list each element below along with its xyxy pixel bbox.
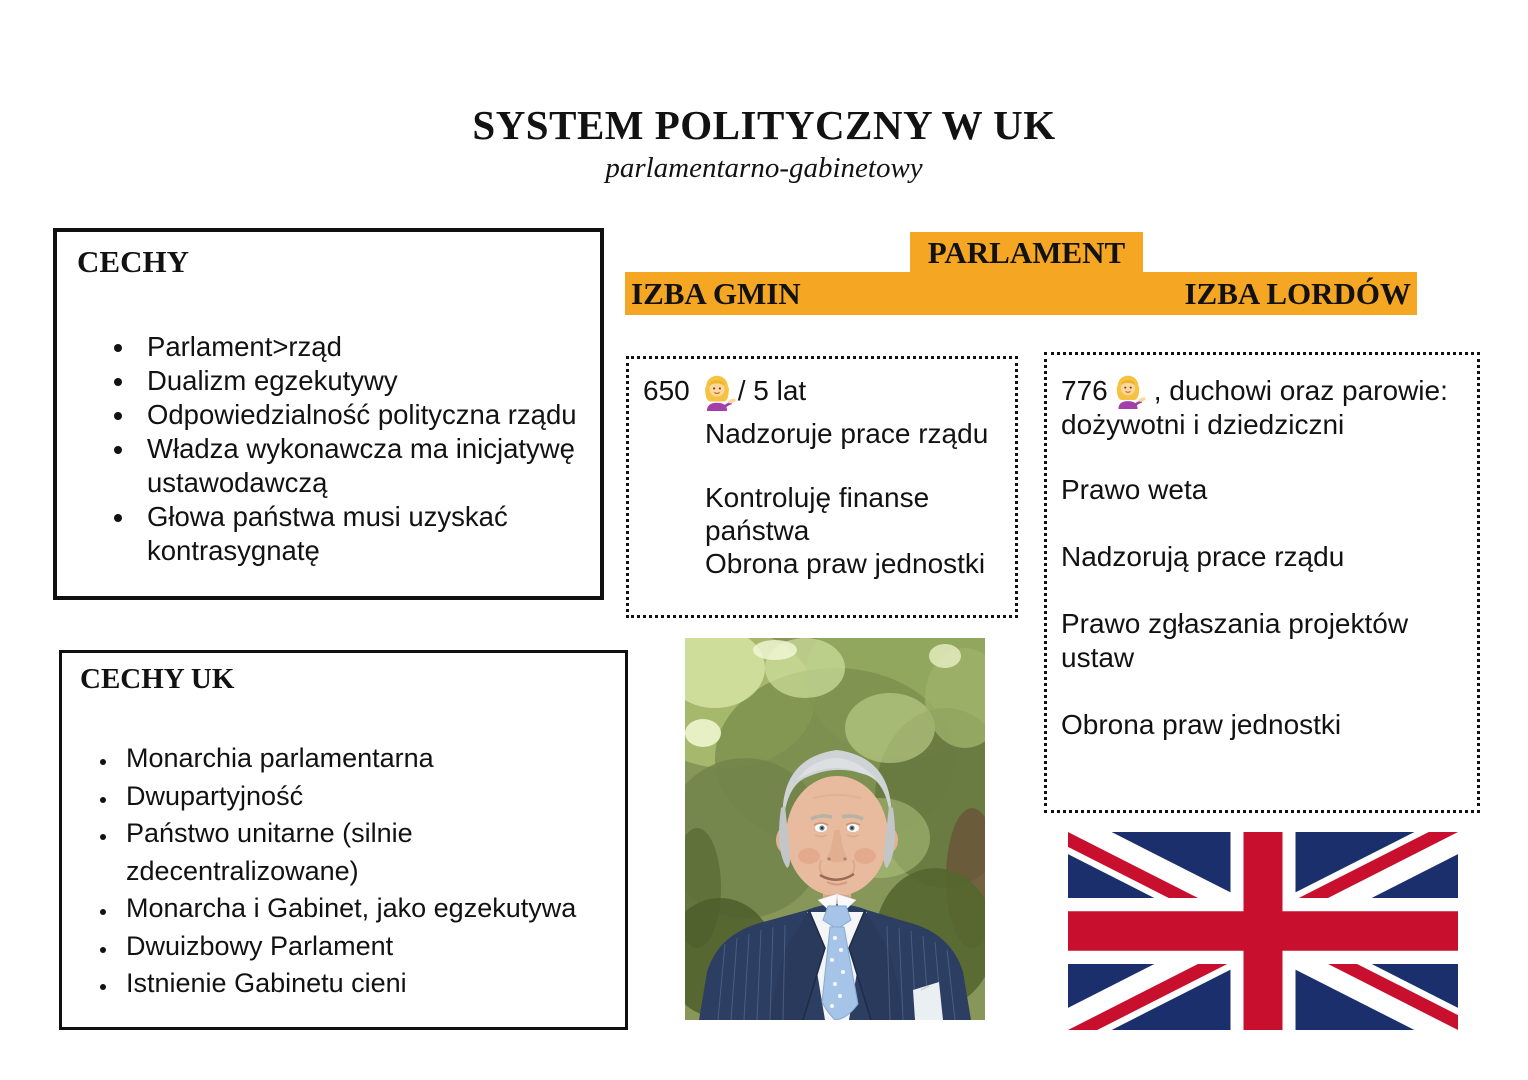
- page-subtitle: parlamentarno-gabinetowy: [605, 152, 923, 184]
- king-portrait-illustration: [685, 638, 985, 1020]
- parlament-header: PARLAMENT: [910, 232, 1143, 273]
- union-jack-illustration: [1068, 832, 1458, 1030]
- list-item: • Głowa państwa musi uzyskać kontrasygnatę: [137, 500, 580, 568]
- lordow-point: Prawo weta: [1061, 474, 1208, 505]
- izba-gmin-label: IZBA GMIN: [631, 275, 801, 311]
- lordow-members-desc: , duchowi oraz parowie: dożywotni i dziedziczni: [1061, 375, 1448, 440]
- cechy-box: [53, 228, 604, 600]
- list-item: • Dwupartyjność: [118, 778, 607, 816]
- cechy-uk-list: [80, 740, 607, 1003]
- lordow-members-count: 776: [1061, 375, 1108, 406]
- uk-flag: [1068, 832, 1458, 1030]
- gmin-term: / 5 lat: [737, 374, 807, 406]
- chambers-band: [625, 272, 1417, 315]
- cechy-heading: CECHY: [77, 244, 189, 279]
- lordow-point: Nadzorują prace rządu: [1061, 541, 1345, 572]
- king-charles-photo: [685, 638, 985, 1020]
- page-title: SYSTEM POLITYCZNY W UK: [472, 102, 1056, 148]
- list-item: • Państwo unitarne (silnie zdecentralizowane): [118, 815, 607, 890]
- list-item: • Odpowiedzialność polityczna rządu: [137, 398, 580, 432]
- gmin-point: Kontroluję finanse państwa: [705, 482, 930, 546]
- list-item: • Istnienie Gabinetu cieni: [118, 965, 607, 1003]
- cechy-list: [77, 330, 580, 568]
- lordow-members-line: [1061, 371, 1465, 442]
- cechy-uk-box: [59, 650, 628, 1030]
- lordow-point: Obrona praw jednostki: [1061, 709, 1342, 740]
- list-item: • Władza wykonawcza ma inicjatywę ustawodawczą: [137, 432, 580, 500]
- gmin-point: Nadzoruje prace rządu: [705, 418, 989, 449]
- list-item: • Monarcha i Gabinet, jako egzekutywa: [118, 890, 607, 928]
- woman-tipping-hand-emoji: [1110, 373, 1146, 409]
- list-item: • Parlament>rząd: [137, 330, 580, 364]
- izba-gmin-box: [626, 356, 1018, 618]
- list-item: • Monarchia parlamentarna: [118, 740, 607, 778]
- cechy-uk-heading: CECHY UK: [80, 663, 235, 695]
- woman-tipping-hand-emoji: [698, 373, 736, 411]
- list-item: • Dualizm egzekutywy: [137, 364, 580, 398]
- izba-lordow-box: [1044, 352, 1480, 813]
- lordow-point: Prawo zgłaszania projektów ustaw: [1061, 608, 1409, 673]
- gmin-point: Obrona praw jednostki: [705, 548, 986, 579]
- izba-lordow-label: IZBA LORDÓW: [1184, 275, 1411, 311]
- gmin-members-line: [643, 371, 1003, 409]
- gmin-points: [705, 417, 1003, 580]
- list-item: • Dwuizbowy Parlament: [118, 928, 607, 966]
- gmin-members-count: 650: [643, 374, 690, 406]
